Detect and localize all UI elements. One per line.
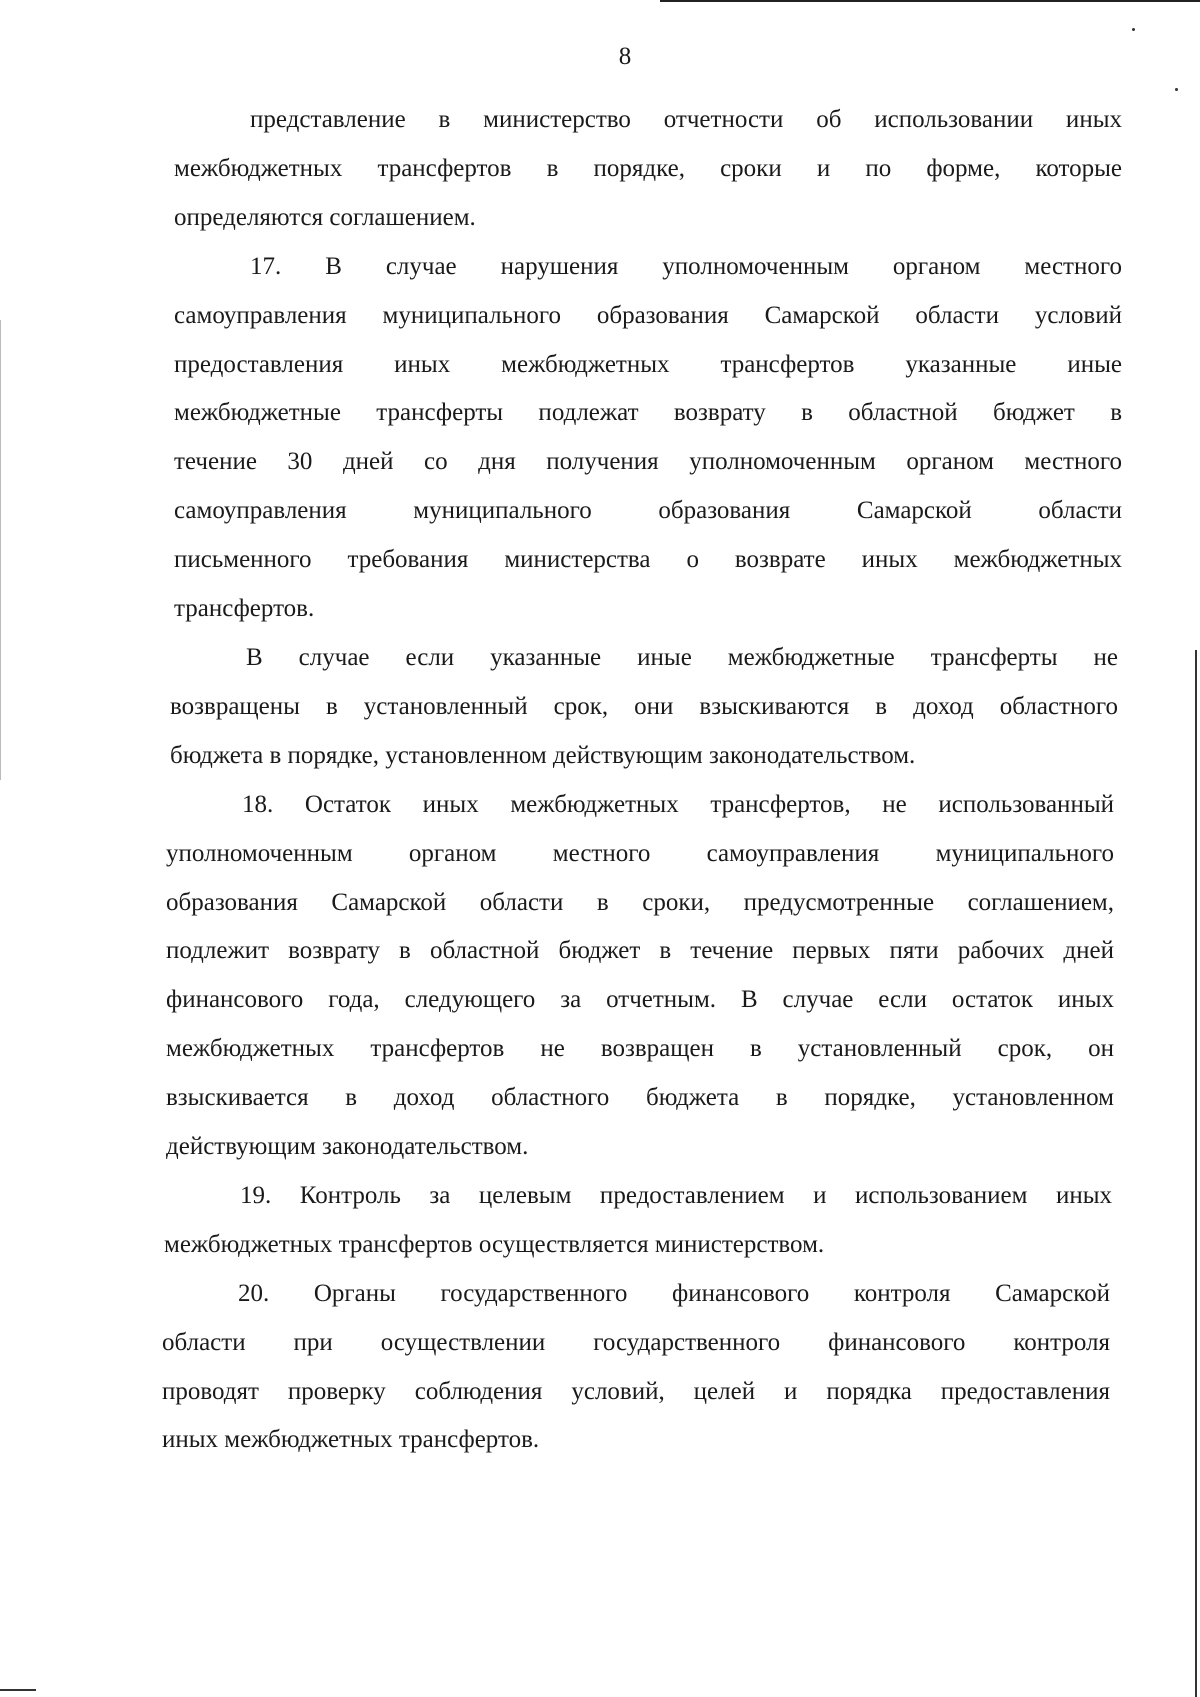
- text-line: финансового года, следующего за отчетным. В случае если остаток иных: [166, 986, 1114, 1014]
- text-line: В случае если указанные иные межбюджетные трансферты не: [246, 643, 1118, 671]
- text-line: письменного требования министерства о возврате иных межбюджетных: [174, 546, 1122, 574]
- paragraph: [174, 243, 1122, 634]
- text-line: межбюджетных трансфертов осуществляется министерством.: [164, 1230, 825, 1258]
- paragraph: [164, 1172, 1112, 1270]
- scan-edge-top: [660, 0, 1200, 2]
- text-line: бюджета в порядке, установленном действующим законодательством.: [170, 741, 916, 769]
- scan-speck: [1175, 88, 1178, 91]
- document-body: [162, 96, 1122, 1465]
- text-line: течение 30 дней со дня получения уполномоченным органом местного: [174, 448, 1122, 476]
- text-line: иных межбюджетных трансфертов.: [162, 1426, 540, 1454]
- text-line: 20. Органы государственного финансового контроля Самарской: [238, 1279, 1110, 1307]
- scan-edge-left: [0, 320, 1, 780]
- paragraph: [162, 1270, 1110, 1466]
- text-line: 19. Контроль за целевым предоставлением и использованием иных: [240, 1181, 1112, 1209]
- text-line: межбюджетных трансфертов не возвращен в установленный срок, он: [166, 1035, 1114, 1063]
- text-line: межбюджетных трансфертов в порядке, сроки и по форме, которые: [174, 154, 1122, 182]
- scan-speck: [1132, 28, 1135, 31]
- scan-edge-bottom: [0, 1689, 36, 1691]
- page-number: 8: [618, 43, 632, 70]
- text-line: возвращены в установленный срок, они взыскиваются в доход областного: [170, 692, 1118, 720]
- text-line: самоуправления муниципального образования Самарской области: [174, 497, 1122, 525]
- text-line: определяются соглашением.: [174, 203, 476, 231]
- paragraph: [170, 634, 1118, 781]
- text-line: образования Самарской области в сроки, предусмотренные соглашением,: [166, 888, 1114, 916]
- paragraph: [174, 96, 1122, 243]
- text-line: межбюджетные трансферты подлежат возврату в областной бюджет в: [174, 399, 1122, 427]
- text-line: представление в министерство отчетности об использовании иных: [250, 106, 1122, 133]
- text-line: уполномоченным органом местного самоуправления муниципального: [166, 839, 1114, 867]
- text-line: 18. Остаток иных межбюджетных трансфертов, не использованный: [242, 790, 1114, 818]
- text-line: 17. В случае нарушения уполномоченным органом местного: [250, 252, 1122, 280]
- text-line: действующим законодательством.: [166, 1133, 529, 1161]
- text-line: проводят проверку соблюдения условий, целей и порядка предоставления: [162, 1377, 1110, 1405]
- paragraph: [166, 781, 1114, 1172]
- text-line: трансфертов.: [174, 595, 315, 623]
- text-line: подлежит возврату в областной бюджет в течение первых пяти рабочих дней: [166, 937, 1114, 965]
- text-line: самоуправления муниципального образования Самарской области условий: [174, 301, 1122, 329]
- text-line: области при осуществлении государственного финансового контроля: [162, 1328, 1110, 1356]
- text-line: предоставления иных межбюджетных трансфертов указанные иные: [174, 350, 1122, 378]
- scan-edge-right: [1195, 650, 1197, 1697]
- text-line: взыскивается в доход областного бюджета в порядке, установленном: [166, 1084, 1114, 1112]
